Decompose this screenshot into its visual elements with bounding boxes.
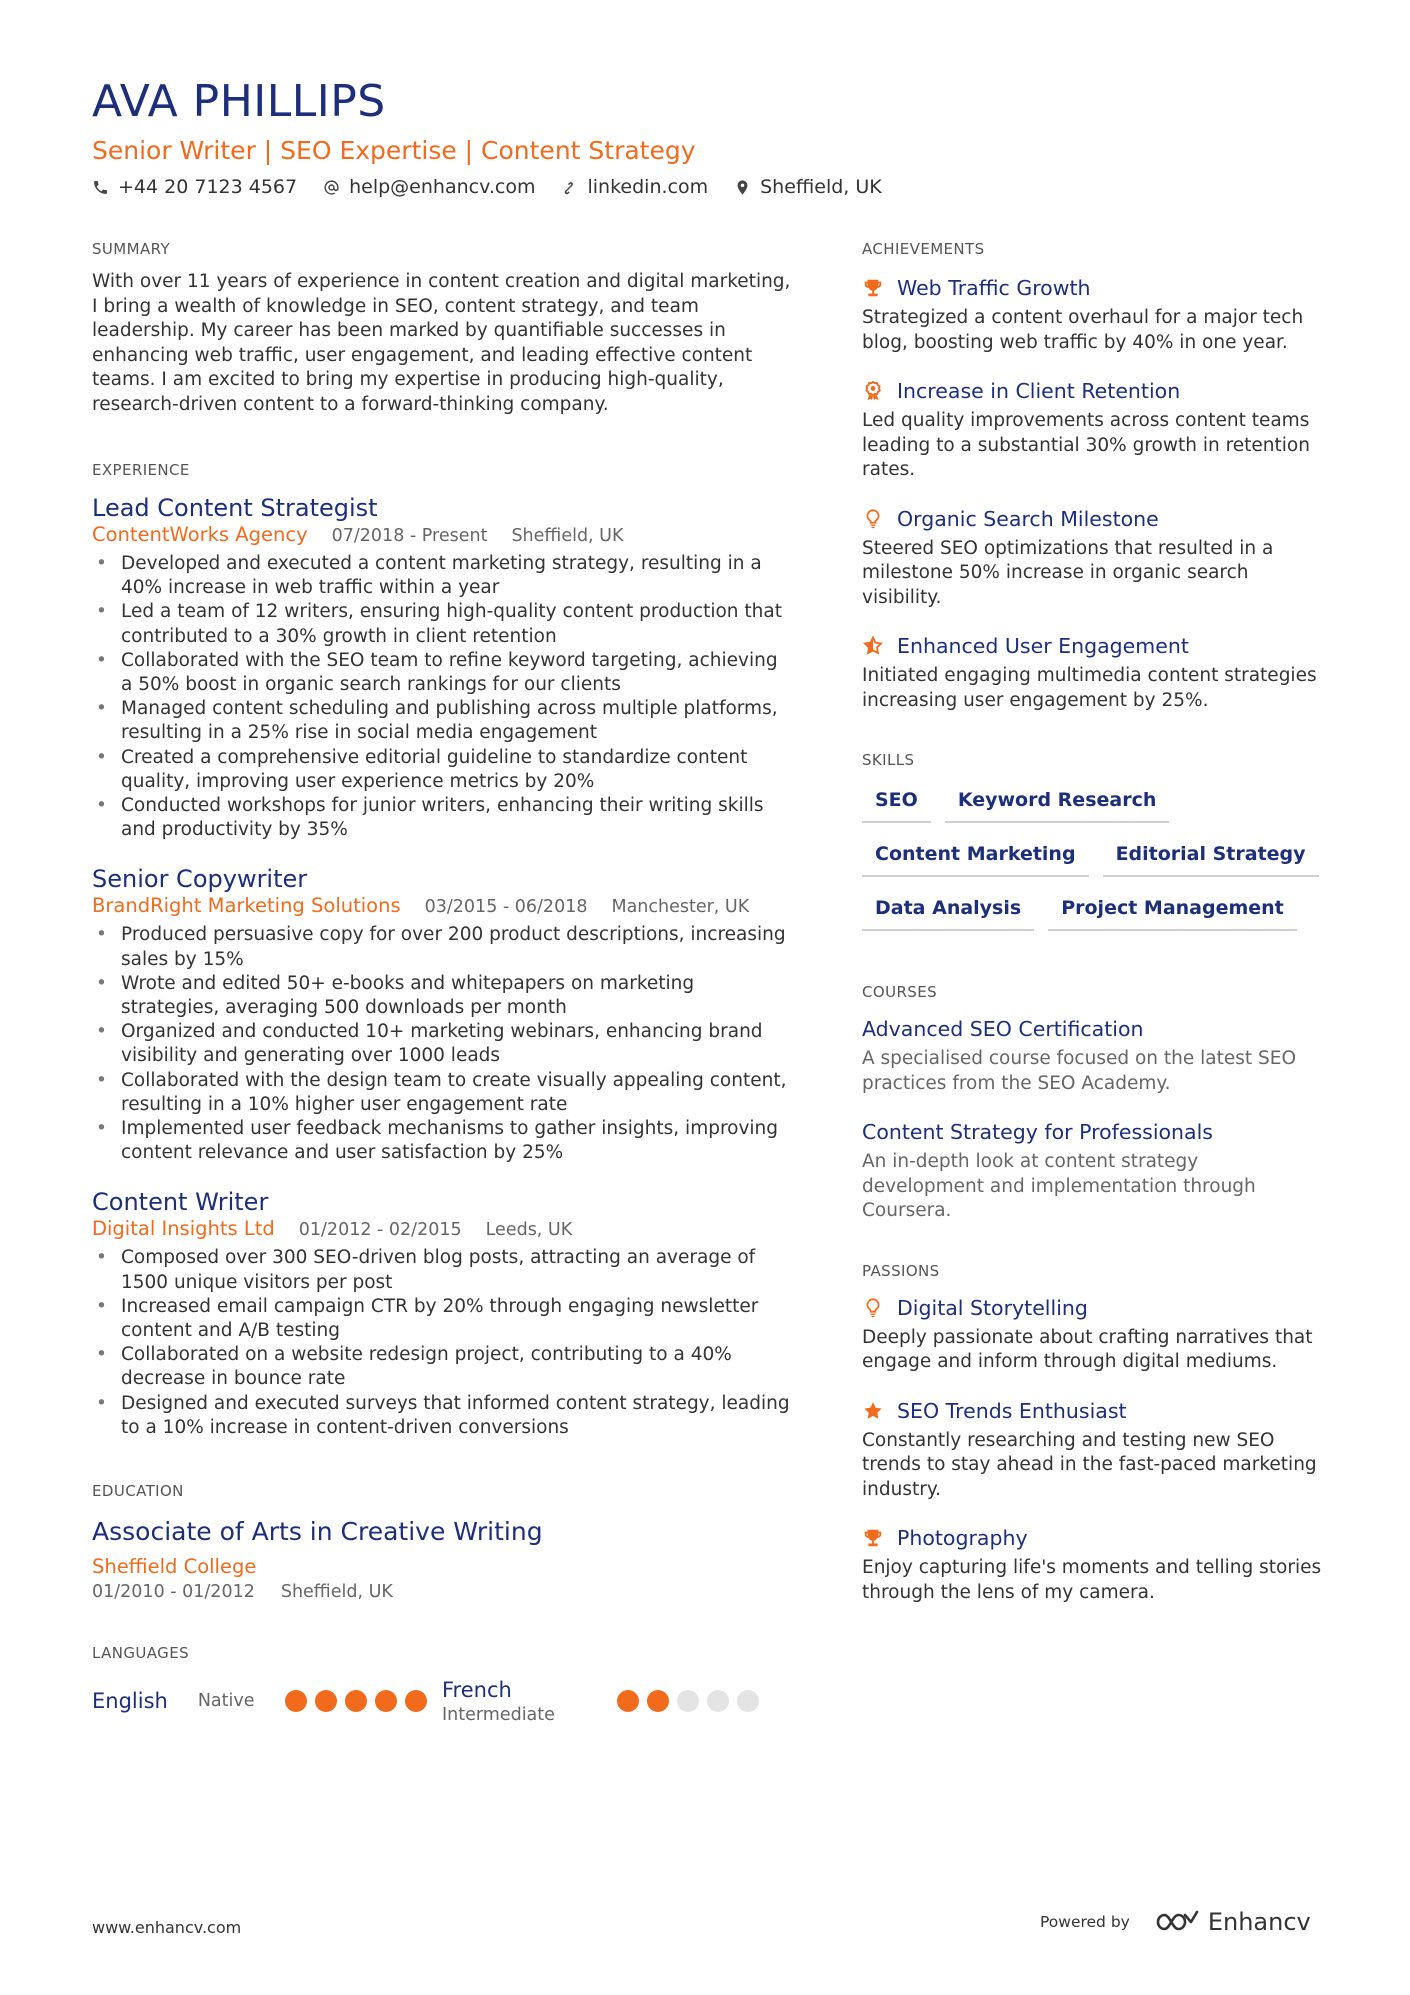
education-dates: 01/2010 - 01/2012 <box>92 1582 255 1603</box>
job-bullets <box>92 552 792 842</box>
job-bullet: • Collaborated with the design team to create visually appealing content, resulting in a 10% higher user engagement rate <box>92 1069 792 1117</box>
achievements-section <box>862 240 1322 713</box>
job-company: Digital Insights Ltd <box>92 1217 275 1241</box>
job-title: Content Writer <box>92 1188 269 1217</box>
section-heading: COURSES <box>862 983 938 1001</box>
location-text: Sheffield, UK <box>760 176 882 198</box>
skills-section <box>862 751 1322 931</box>
passion-head <box>862 1524 1322 1552</box>
job-location: Manchester, UK <box>611 897 750 918</box>
achievement-item <box>862 632 1322 713</box>
rating-dot-filled <box>375 1690 397 1712</box>
achievement-desc: Led quality improvements across content teams leading to a substantial 30% growth in retention rates. <box>862 410 1310 480</box>
rating-dot-empty <box>677 1690 699 1712</box>
section-heading: SKILLS <box>862 751 915 769</box>
job-entry <box>92 493 792 842</box>
job-dates: 03/2015 - 06/2018 <box>424 897 588 918</box>
job-bullet: • Organized and conducted 10+ marketing webinars, enhancing brand visibility and generating over 1000 leads <box>92 1020 792 1068</box>
powered-by-label: Powered by <box>1040 1913 1130 1931</box>
section-heading: LANGUAGES <box>92 1644 190 1663</box>
job-title: Senior Copywriter <box>92 865 308 894</box>
job-meta <box>92 894 792 919</box>
brand-logo[interactable] <box>1154 1908 1311 1936</box>
job-meta <box>92 1217 792 1242</box>
lightbulb-icon <box>862 508 884 530</box>
passion-head <box>862 1397 1322 1425</box>
job-bullet: • Managed content scheduling and publishing across multiple platforms, resulting in a 25% rise in social media engagement <box>92 697 792 745</box>
achievement-item <box>862 377 1322 483</box>
achievement-head <box>862 274 1322 302</box>
passion-item <box>862 1524 1322 1605</box>
rating-dot-empty <box>737 1690 759 1712</box>
rating-dot-empty <box>707 1690 729 1712</box>
star-icon <box>862 1400 884 1422</box>
job-bullet: • Designed and executed surveys that informed content strategy, leading to a 10% increase in content-driven conversions <box>92 1392 792 1440</box>
achievement-item <box>862 505 1322 611</box>
passion-desc: Enjoy capturing life's moments and telling stories through the lens of my camera. <box>862 1557 1322 1603</box>
footer-branding <box>1040 1908 1311 1936</box>
languages-section <box>92 1644 792 1726</box>
job-bullet: • Composed over 300 SEO-driven blog posts, attracting an average of 1500 unique visitors per post <box>92 1246 792 1294</box>
job-dates: 07/2018 - Present <box>331 526 488 546</box>
job-bullet: • Collaborated on a website redesign project, contributing to a 40% decrease in bounce rate <box>92 1343 792 1391</box>
rating-dot-filled <box>617 1690 639 1712</box>
job-bullet: • Increased email campaign CTR by 20% through engaging newsletter content and A/B testing <box>92 1295 792 1343</box>
skill-tag: Data Analysis <box>862 891 1034 931</box>
achievement-item <box>862 274 1322 355</box>
course-title: Advanced SEO Certification <box>862 1017 1144 1041</box>
job-entry <box>92 864 792 1165</box>
achievement-title: Organic Search Milestone <box>897 506 1159 531</box>
skill-tag: SEO <box>862 783 931 823</box>
job-meta <box>92 523 792 548</box>
contact-location <box>734 176 882 198</box>
passion-title: Digital Storytelling <box>897 1295 1088 1320</box>
course-item <box>862 1015 1322 1096</box>
achievement-title: Web Traffic Growth <box>897 276 1091 300</box>
experience-section <box>92 461 792 1440</box>
summary-section <box>92 240 792 417</box>
job-bullet: • Produced persuasive copy for over 200 product descriptions, increasing sales by 15% <box>92 923 792 971</box>
section-heading: EDUCATION <box>92 1482 184 1501</box>
award-icon <box>862 380 884 402</box>
job-bullet: • Collaborated with the SEO team to refine keyword targeting, achieving a 50% boost in organic search rankings for our clients <box>92 649 792 697</box>
candidate-title: Senior Writer | SEO Expertise | Content Strategy <box>92 136 696 165</box>
location-pin-icon <box>734 179 751 196</box>
job-bullets <box>92 1246 792 1440</box>
job-company: ContentWorks Agency <box>92 523 308 546</box>
achievement-head <box>862 632 1322 660</box>
passion-title: SEO Trends Enthusiast <box>897 1398 1127 1423</box>
job-bullets <box>92 923 792 1165</box>
course-title: Content Strategy for Professionals <box>862 1120 1213 1144</box>
language-french <box>442 1676 792 1726</box>
footer-website[interactable]: www.enhancv.com <box>92 1918 242 1937</box>
rating-dot-filled <box>345 1690 367 1712</box>
job-bullet: • Created a comprehensive editorial guideline to standardize content quality, improving user experience metrics by 20% <box>92 746 792 794</box>
contact-website[interactable] <box>561 176 708 198</box>
contact-email[interactable] <box>323 176 535 198</box>
skill-tag: Editorial Strategy <box>1103 837 1319 877</box>
enhancv-logo-icon <box>1154 1909 1200 1935</box>
job-bullet: • Conducted workshops for junior writers, enhancing their writing skills and productivity by 35% <box>92 794 792 842</box>
summary-text: With over 11 years of experience in content creation and digital marketing, I bring a wealth of knowledge in SEO, content strategy, and team leadership. My career has been marked by quantifiable successes in enhancing web traffic, user engagement, and leading effective content teams. I am excited to bring my expertise in producing high-quality, research-driven content to a forward-thinking company. <box>92 271 791 415</box>
course-desc: An in-depth look at content strategy development and implementation through Coursera. <box>862 1151 1256 1221</box>
achievement-desc: Strategized a content overhaul for a major tech blog, boosting web traffic by 40% in one year. <box>862 307 1304 353</box>
passions-section <box>862 1262 1322 1606</box>
job-location: Sheffield, UK <box>511 526 624 546</box>
education-degree: Associate of Arts in Creative Writing <box>92 1517 543 1547</box>
language-name: French <box>442 1678 512 1703</box>
language-name: English <box>92 1689 168 1714</box>
achievement-title: Increase in Client Retention <box>897 379 1181 403</box>
passion-desc: Constantly researching and testing new SEO trends to stay ahead in the fast-paced marketing industry. <box>862 1429 1317 1500</box>
language-rating <box>285 1690 427 1712</box>
section-heading: ACHIEVEMENTS <box>862 240 985 258</box>
star-half-icon <box>862 635 884 657</box>
language-labels <box>92 1687 255 1715</box>
website-text: linkedin.com <box>587 176 709 198</box>
job-bullet: • Led a team of 12 writers, ensuring high-quality content production that contributed to a 30% growth in client retention <box>92 600 792 648</box>
skills-list <box>862 783 1322 931</box>
achievement-head <box>862 377 1322 405</box>
course-item <box>862 1118 1322 1224</box>
rating-dot-filled <box>285 1690 307 1712</box>
trophy-icon <box>862 1527 884 1549</box>
achievement-title: Enhanced User Engagement <box>897 634 1189 658</box>
language-level: Native <box>197 1691 255 1712</box>
skill-tag: Project Management <box>1048 891 1297 931</box>
education-meta <box>92 1580 792 1604</box>
trophy-icon <box>862 277 884 299</box>
education-section <box>92 1482 792 1604</box>
achievement-desc: Steered SEO optimizations that resulted in a milestone 50% increase in organic search visibility. <box>862 537 1274 608</box>
achievement-head <box>862 505 1322 533</box>
language-labels <box>442 1676 617 1726</box>
job-bullet: • Developed and executed a content marketing strategy, resulting in a 40% increase in web traffic within a year <box>92 552 792 600</box>
at-icon <box>323 179 340 196</box>
left-column <box>92 240 792 1770</box>
achievement-desc: Initiated engaging multimedia content strategies increasing user engagement by 25%. <box>862 665 1317 711</box>
courses-section <box>862 983 1322 1224</box>
email-text: help@enhancv.com <box>349 176 536 198</box>
candidate-name: AVA PHILLIPS <box>92 76 386 127</box>
passion-item <box>862 1397 1322 1503</box>
language-rating <box>617 1690 759 1712</box>
skill-tag: Content Marketing <box>862 837 1089 877</box>
passion-head <box>862 1294 1322 1322</box>
education-location: Sheffield, UK <box>280 1582 393 1603</box>
section-heading: PASSIONS <box>862 1261 940 1280</box>
phone-icon <box>92 179 109 196</box>
section-heading: EXPERIENCE <box>92 461 190 479</box>
passion-desc: Deeply passionate about crafting narratives that engage and inform through digital mediums. <box>862 1326 1313 1372</box>
section-heading: SUMMARY <box>92 240 171 258</box>
brand-name: Enhancv <box>1207 1908 1311 1936</box>
phone-text: +44 20 7123 4567 <box>118 176 298 198</box>
contact-phone[interactable] <box>92 176 297 198</box>
rating-dot-filled <box>315 1690 337 1712</box>
job-bullet: • Wrote and edited 50+ e-books and whitepapers on marketing strategies, averaging 500 downloads per month <box>92 972 792 1020</box>
languages-list <box>92 1676 792 1726</box>
rating-dot-filled <box>405 1690 427 1712</box>
lightbulb-icon <box>862 1297 884 1319</box>
education-school: Sheffield College <box>92 1555 257 1579</box>
language-english <box>92 1676 442 1726</box>
job-company: BrandRight Marketing Solutions <box>92 894 401 918</box>
language-level: Intermediate <box>442 1705 555 1726</box>
job-location: Leeds, UK <box>485 1220 573 1241</box>
job-bullet: • Implemented user feedback mechanisms to gather insights, improving content relevance and user satisfaction by 25% <box>92 1117 792 1165</box>
passion-item <box>862 1294 1322 1375</box>
job-dates: 01/2012 - 02/2015 <box>298 1220 462 1241</box>
contact-bar <box>92 176 882 198</box>
passion-title: Photography <box>897 1526 1028 1550</box>
job-title: Lead Content Strategist <box>92 494 378 522</box>
link-icon <box>561 179 578 196</box>
job-entry <box>92 1187 792 1440</box>
skill-tag: Keyword Research <box>945 783 1170 823</box>
course-desc: A specialised course focused on the latest SEO practices from the SEO Academy. <box>862 1048 1297 1094</box>
right-column <box>862 240 1322 1649</box>
rating-dot-filled <box>647 1690 669 1712</box>
